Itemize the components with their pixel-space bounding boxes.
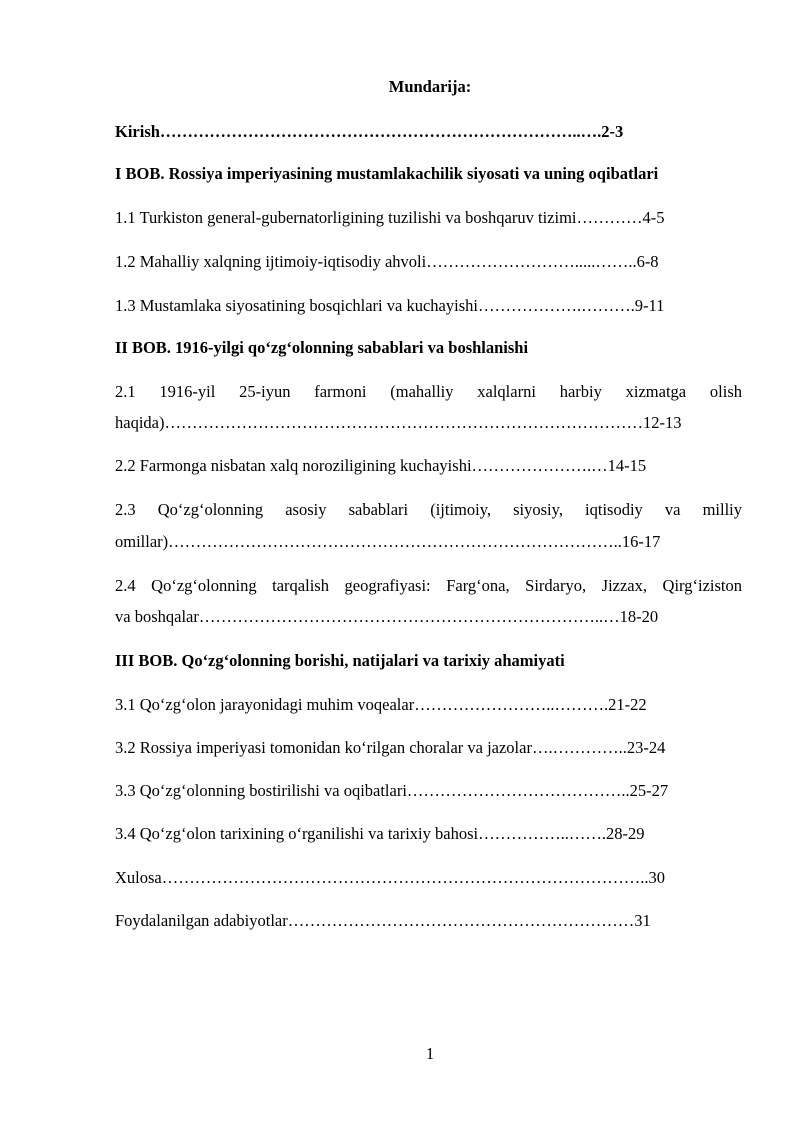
- toc-entry-references: Foydalanilgan adabiyotlar………………………………………………………31: [115, 911, 651, 930]
- toc-entry-2-1-line1: 2.1 1916-yil 25-iyun farmoni (mahalliy xalqlarni harbiy xizmatga olish: [115, 382, 742, 401]
- toc-entry-2-3-line1: 2.3 Qo‘zg‘olonning asosiy sabablari (ijtimoiy, siyosiy, iqtisodiy va milliy: [115, 500, 742, 519]
- toc-entry-2-1-line2: haqida)……………………………………………………………………………12-13: [115, 413, 682, 432]
- toc-chapter-3-heading: III BOB. Qo‘zg‘olonning borishi, natijalari va tarixiy ahamiyati: [115, 651, 565, 670]
- toc-entry-1-1: 1.1 Turkiston general-gubernatorligining tuzilishi va boshqaruv tizimi…………4-5: [115, 208, 665, 227]
- toc-entry-3-1: 3.1 Qo‘zg‘olon jarayonidagi muhim voqealar……………………..……….21-22: [115, 695, 647, 714]
- page-title: Mundarija:: [388, 77, 472, 96]
- toc-entry-2-4-line2: va boshqalar………………………………………………………………..…18-20: [115, 607, 659, 626]
- toc-entry-3-4: 3.4 Qo‘zg‘olon tarixining o‘rganilishi va tarixiy bahosi……………..…….28-29: [115, 824, 645, 843]
- toc-entry-2-4-line1: 2.4 Qo‘zg‘olonning tarqalish geografiyasi: Farg‘ona, Sirdaryo, Jizzax, Qirg‘iziston: [115, 576, 742, 595]
- toc-entry-conclusion: Xulosa……………………………………………………………………………..30: [115, 868, 665, 887]
- page-number: 1: [425, 1044, 435, 1063]
- toc-chapter-1-heading: I BOB. Rossiya imperiyasining mustamlakachilik siyosati va uning oqibatlari: [115, 164, 659, 183]
- toc-entry-3-3: 3.3 Qo‘zg‘olonning bostirilishi va oqibatlari…………………………………..25-27: [115, 781, 669, 800]
- toc-entry-3-2: 3.2 Rossiya imperiyasi tomonidan ko‘rilgan choralar va jazolar….…………..23-24: [115, 738, 666, 757]
- toc-entry-1-3: 1.3 Mustamlaka siyosatining bosqichlari va kuchayishi……………….……….9-11: [115, 296, 665, 315]
- toc-entry-introduction: Kirish…………………………………………………………………..….2-3: [115, 122, 624, 141]
- toc-entry-2-3-line2: omillar)………………………………………………………………………..16-17: [115, 532, 661, 551]
- toc-entry-1-2: 1.2 Mahalliy xalqning ijtimoiy-iqtisodiy ahvoli……………………….....……..6-8: [115, 252, 659, 271]
- toc-chapter-2-heading: II BOB. 1916-yilgi qo‘zg‘olonning sabablari va boshlanishi: [115, 338, 529, 357]
- toc-entry-2-2: 2.2 Farmonga nisbatan xalq noroziligining kuchayishi………………….…14-15: [115, 456, 647, 475]
